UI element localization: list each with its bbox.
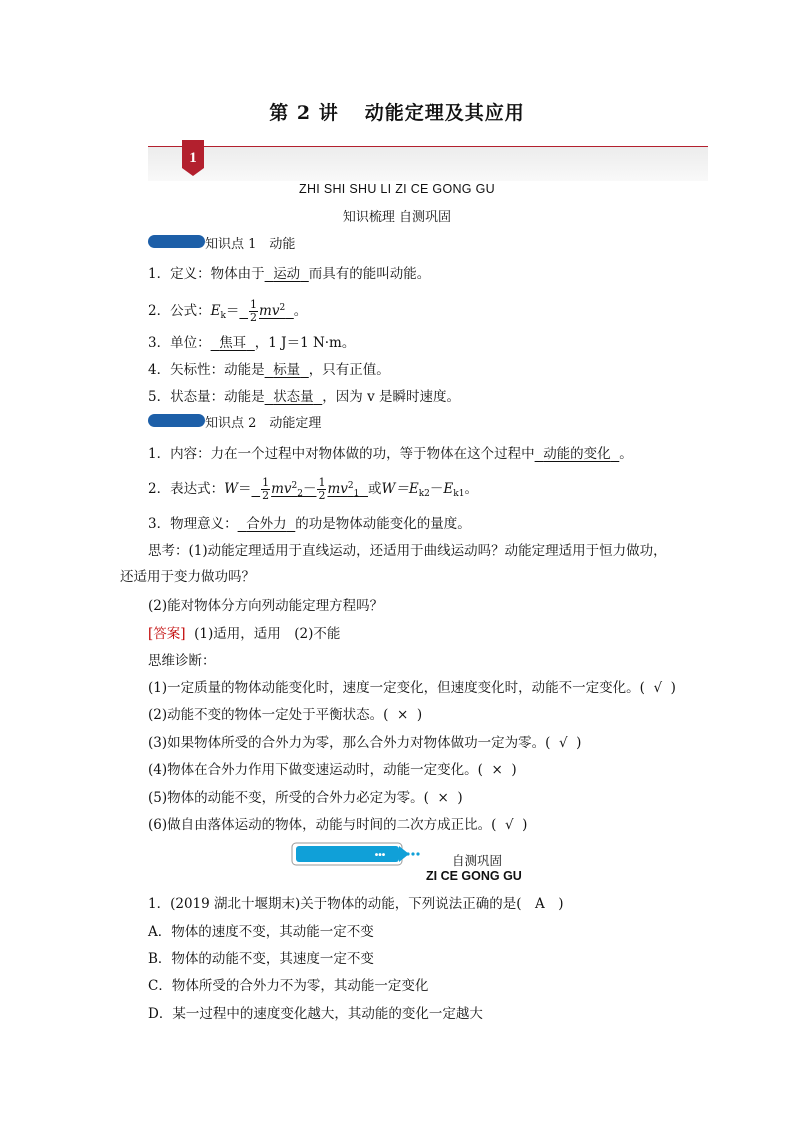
section-number-badge — [182, 140, 204, 176]
question-option-a: A．物体的速度不变，其动能一定不变 — [148, 924, 374, 940]
question-stem: 1．(2019 湖北十堰期末)关于物体的动能，下列说法正确的是( A ) — [148, 896, 564, 912]
kp1-scalar: 4．矢标性：动能是 标量 ，只有正值。 — [148, 362, 390, 378]
think-answer: [答案] (1)适用，适用 (2)不能 — [148, 626, 341, 642]
diagnosis-item: (4)物体在合外力作用下做变速运动时，动能一定变化。( × ) — [148, 762, 517, 778]
section-header-rule — [148, 146, 708, 147]
think-line-1: 思考：(1)动能定理适用于直线运动，还适用于曲线运动吗？动能定理适用于恒力做功， — [148, 543, 667, 559]
kp1-state: 5．状态量：动能是 状态量 ，因为 v 是瞬时速度。 — [148, 389, 460, 405]
banner-dots: ••• — [374, 850, 386, 861]
kp2-content: 1．内容：力在一个过程中对物体做的功，等于物体在这个过程中 动能的变化 。 — [148, 446, 633, 462]
knowledge-point-pill — [148, 235, 205, 248]
diagnosis-item: (3)如果物体所受的合外力为零，那么合外力对物体做功一定为零。( √ ) — [148, 735, 582, 751]
diagnosis-item: (6)做自由落体运动的物体，动能与时间的二次方成正比。( √ ) — [148, 817, 528, 833]
fraction-half: $\frac{1}{2}$ — [250, 298, 258, 324]
page-title — [0, 98, 794, 125]
self-check-pinyin: ZI CE GONG GU — [426, 869, 522, 883]
kp1-heading: 知识点 1 动能 — [205, 237, 296, 252]
think-line-2: 还适用于变力做功吗？ — [120, 569, 255, 585]
lecture-number: 第 2 讲 — [269, 102, 339, 124]
self-check-title: 自测巩固 — [452, 853, 503, 868]
section-header-band — [148, 147, 708, 181]
kp2-heading: 知识点 2 动能定理 — [205, 416, 322, 431]
kp1-formula: 2．公式：$E_k=$ $\frac{1}{2}$ $mv^2$ 。 — [148, 298, 308, 324]
diagnosis-heading: 思维诊断： — [148, 653, 216, 669]
question-option-b: B．物体的动能不变，其速度一定不变 — [148, 951, 374, 967]
kp2-expression: 2．表达式：W＝ $\frac{1}{2}$ $mv^2_2-$ $\frac{1}{2}$ $mv^2_1$ 或$W=E_{k2}-E_{k1}$。 — [148, 476, 478, 502]
knowledge-point-pill — [148, 414, 205, 427]
think-line-3: (2)能对物体分方向列动能定理方程吗？ — [148, 598, 384, 614]
diagnosis-item: (2)动能不变的物体一定处于平衡状态。( × ) — [148, 707, 423, 723]
lecture-topic: 动能定理及其应用 — [364, 102, 525, 124]
self-check-banner — [291, 840, 423, 868]
section-pinyin: ZHI SHI SHU LI ZI CE GONG GU — [299, 182, 495, 196]
question-option-c: C．物体所受的合外力不为零，其动能一定变化 — [148, 978, 429, 994]
kp1-definition: 1．定义：物体由于 运动 而具有的能叫动能。 — [148, 266, 431, 282]
answer-tag: [答案] — [148, 626, 186, 642]
diagnosis-item: (5)物体的动能不变，所受的合外力必定为零。( × ) — [148, 790, 463, 806]
question-option-d: D．某一过程中的速度变化越大，其动能的变化一定越大 — [148, 1006, 483, 1022]
blank-answer: 合外力 — [246, 516, 287, 532]
diagnosis-item: (1)一定质量的物体动能变化时，速度一定变化，但速度变化时，动能不一定变化。( √ ) — [148, 680, 676, 696]
blank-answer: 运动 — [273, 266, 301, 282]
section-subtitle: 知识梳理 自测巩固 — [342, 210, 452, 225]
blank-answer: 状态量 — [273, 389, 314, 405]
blank-answer: 动能的变化 — [543, 446, 611, 462]
blank-answer: 标量 — [273, 362, 301, 378]
section-number: 1 — [189, 150, 197, 166]
blank-answer: 焦耳 — [219, 335, 247, 351]
kp1-unit: 3．单位： 焦耳 ，1 J＝1 N·m。 — [148, 335, 356, 351]
kp2-meaning: 3．物理意义： 合外力 的功是物体动能变化的量度。 — [148, 516, 471, 532]
